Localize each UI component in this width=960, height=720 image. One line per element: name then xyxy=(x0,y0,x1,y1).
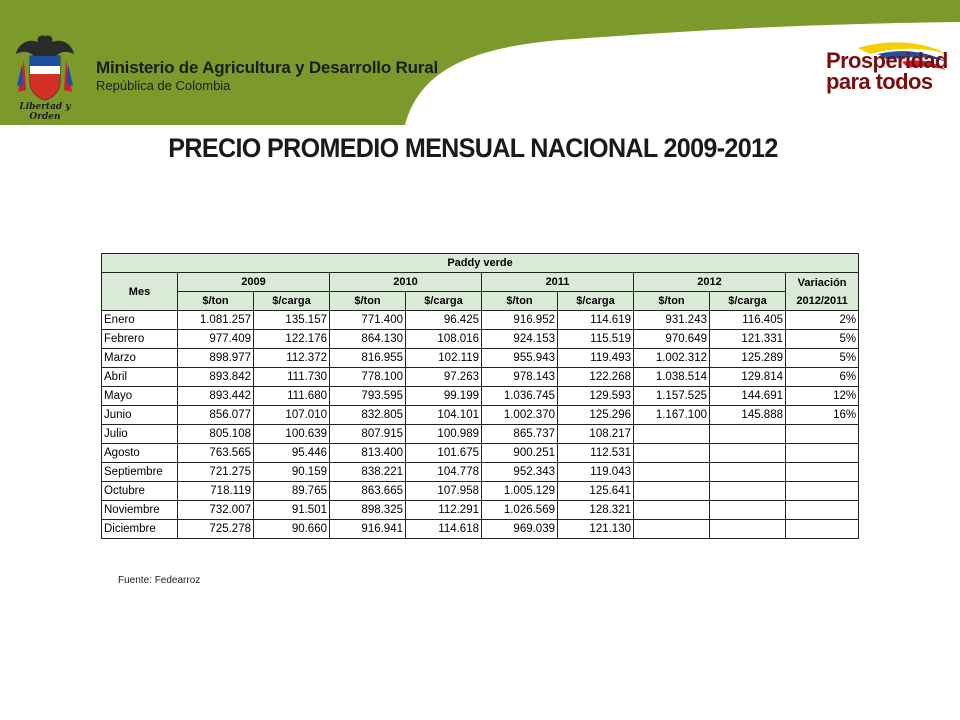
value-cell: 778.100 xyxy=(330,368,406,387)
source-note: Fuente: Fedearroz xyxy=(118,575,201,586)
prosperidad-logo xyxy=(818,40,948,110)
month-column-header: Mes xyxy=(102,273,178,311)
value-cell: 763.565 xyxy=(178,444,254,463)
value-cell: 107.958 xyxy=(406,482,482,501)
value-cell: 864.130 xyxy=(330,330,406,349)
variation-cell: 2% xyxy=(786,311,859,330)
unit-header: $/ton xyxy=(482,292,558,311)
value-cell: 100.989 xyxy=(406,425,482,444)
page-title: PRECIO PROMEDIO MENSUAL NACIONAL 2009-2012 xyxy=(168,133,778,163)
value-cell: 90.660 xyxy=(254,520,330,539)
header-band xyxy=(0,0,960,125)
value-cell: 129.593 xyxy=(558,387,634,406)
unit-header: $/carga xyxy=(406,292,482,311)
value-cell: 108.016 xyxy=(406,330,482,349)
value-cell: 970.649 xyxy=(634,330,710,349)
value-cell: 816.955 xyxy=(330,349,406,368)
table-body xyxy=(102,311,859,539)
value-cell: 116.405 xyxy=(710,311,786,330)
unit-header: $/carga xyxy=(254,292,330,311)
variation-cell: 6% xyxy=(786,368,859,387)
value-cell: 107.010 xyxy=(254,406,330,425)
logo-line-1: Prosperidad xyxy=(826,48,948,73)
variation-cell xyxy=(786,425,859,444)
value-cell: 125.289 xyxy=(710,349,786,368)
month-cell: Agosto xyxy=(102,444,178,463)
table-row xyxy=(102,368,859,387)
value-cell: 125.641 xyxy=(558,482,634,501)
variation-cell: 16% xyxy=(786,406,859,425)
value-cell: 135.157 xyxy=(254,311,330,330)
year-header: 2010 xyxy=(330,273,482,292)
table-row xyxy=(102,520,859,539)
value-cell: 104.101 xyxy=(406,406,482,425)
table-row xyxy=(102,311,859,330)
value-cell: 732.007 xyxy=(178,501,254,520)
value-cell xyxy=(710,444,786,463)
value-cell: 97.263 xyxy=(406,368,482,387)
value-cell: 119.043 xyxy=(558,463,634,482)
value-cell: 1.002.370 xyxy=(482,406,558,425)
value-cell: 128.321 xyxy=(558,501,634,520)
value-cell: 771.400 xyxy=(330,311,406,330)
value-cell: 122.268 xyxy=(558,368,634,387)
value-cell: 90.159 xyxy=(254,463,330,482)
value-cell: 977.409 xyxy=(178,330,254,349)
value-cell: 856.077 xyxy=(178,406,254,425)
variation-cell xyxy=(786,482,859,501)
month-cell: Noviembre xyxy=(102,501,178,520)
month-cell: Mayo xyxy=(102,387,178,406)
year-header: 2012 xyxy=(634,273,786,292)
value-cell: 952.343 xyxy=(482,463,558,482)
value-cell: 838.221 xyxy=(330,463,406,482)
value-cell: 1.005.129 xyxy=(482,482,558,501)
table-row xyxy=(102,501,859,520)
crest-caption: Libertad y Orden xyxy=(19,102,71,122)
year-header: 2011 xyxy=(482,273,634,292)
table-row xyxy=(102,482,859,501)
value-cell xyxy=(710,501,786,520)
value-cell: 121.331 xyxy=(710,330,786,349)
value-cell: 114.619 xyxy=(558,311,634,330)
value-cell: 893.842 xyxy=(178,368,254,387)
value-cell: 101.675 xyxy=(406,444,482,463)
value-cell: 1.157.525 xyxy=(634,387,710,406)
value-cell: 924.153 xyxy=(482,330,558,349)
value-cell: 121.130 xyxy=(558,520,634,539)
month-cell: Enero xyxy=(102,311,178,330)
value-cell: 144.691 xyxy=(710,387,786,406)
value-cell: 95.446 xyxy=(254,444,330,463)
value-cell xyxy=(710,463,786,482)
month-cell: Febrero xyxy=(102,330,178,349)
month-cell: Diciembre xyxy=(102,520,178,539)
unit-header: $/ton xyxy=(634,292,710,311)
value-cell: 104.778 xyxy=(406,463,482,482)
value-cell: 832.805 xyxy=(330,406,406,425)
value-cell: 1.026.569 xyxy=(482,501,558,520)
value-cell: 108.217 xyxy=(558,425,634,444)
value-cell: 111.730 xyxy=(254,368,330,387)
variation-cell xyxy=(786,520,859,539)
value-cell xyxy=(634,425,710,444)
value-cell xyxy=(634,463,710,482)
value-cell: 102.119 xyxy=(406,349,482,368)
value-cell: 893.442 xyxy=(178,387,254,406)
price-table xyxy=(101,253,859,539)
value-cell: 112.372 xyxy=(254,349,330,368)
value-cell: 793.595 xyxy=(330,387,406,406)
month-cell: Junio xyxy=(102,406,178,425)
variation-cell: 12% xyxy=(786,387,859,406)
value-cell: 1.036.745 xyxy=(482,387,558,406)
value-cell: 1.167.100 xyxy=(634,406,710,425)
value-cell: 122.176 xyxy=(254,330,330,349)
value-cell: 119.493 xyxy=(558,349,634,368)
unit-header: $/ton xyxy=(330,292,406,311)
logo-line-2: para todos xyxy=(826,69,933,94)
variation-cell: 5% xyxy=(786,330,859,349)
variation-header: Variación 2012/2011 xyxy=(786,273,859,311)
value-cell: 89.765 xyxy=(254,482,330,501)
value-cell xyxy=(634,501,710,520)
value-cell: 718.119 xyxy=(178,482,254,501)
table-row xyxy=(102,406,859,425)
value-cell: 865.737 xyxy=(482,425,558,444)
unit-header: $/carga xyxy=(558,292,634,311)
value-cell: 129.814 xyxy=(710,368,786,387)
value-cell: 863.665 xyxy=(330,482,406,501)
value-cell: 100.639 xyxy=(254,425,330,444)
table-row xyxy=(102,330,859,349)
value-cell: 99.199 xyxy=(406,387,482,406)
value-cell: 91.501 xyxy=(254,501,330,520)
variation-cell xyxy=(786,463,859,482)
month-cell: Octubre xyxy=(102,482,178,501)
value-cell: 898.325 xyxy=(330,501,406,520)
value-cell: 807.915 xyxy=(330,425,406,444)
value-cell: 813.400 xyxy=(330,444,406,463)
table-row xyxy=(102,444,859,463)
value-cell: 1.038.514 xyxy=(634,368,710,387)
value-cell: 955.943 xyxy=(482,349,558,368)
product-header: Paddy verde xyxy=(102,254,859,273)
table-row xyxy=(102,425,859,444)
month-cell: Marzo xyxy=(102,349,178,368)
value-cell xyxy=(710,482,786,501)
variation-cell xyxy=(786,501,859,520)
value-cell: 1.002.312 xyxy=(634,349,710,368)
value-cell: 916.952 xyxy=(482,311,558,330)
value-cell: 145.888 xyxy=(710,406,786,425)
value-cell: 112.531 xyxy=(558,444,634,463)
unit-header: $/ton xyxy=(178,292,254,311)
value-cell xyxy=(634,520,710,539)
month-cell: Abril xyxy=(102,368,178,387)
value-cell xyxy=(710,520,786,539)
value-cell: 721.275 xyxy=(178,463,254,482)
ministry-subtitle: República de Colombia xyxy=(96,78,231,93)
value-cell xyxy=(634,482,710,501)
value-cell: 900.251 xyxy=(482,444,558,463)
value-cell: 805.108 xyxy=(178,425,254,444)
year-header: 2009 xyxy=(178,273,330,292)
month-cell: Julio xyxy=(102,425,178,444)
table-row xyxy=(102,463,859,482)
value-cell: 1.081.257 xyxy=(178,311,254,330)
value-cell: 111.680 xyxy=(254,387,330,406)
value-cell: 114.618 xyxy=(406,520,482,539)
variation-cell: 5% xyxy=(786,349,859,368)
variation-cell xyxy=(786,444,859,463)
table-row xyxy=(102,387,859,406)
value-cell: 978.143 xyxy=(482,368,558,387)
value-cell: 898.977 xyxy=(178,349,254,368)
value-cell: 916.941 xyxy=(330,520,406,539)
value-cell: 112.291 xyxy=(406,501,482,520)
value-cell xyxy=(634,444,710,463)
value-cell: 115.519 xyxy=(558,330,634,349)
value-cell: 125.296 xyxy=(558,406,634,425)
table-row xyxy=(102,349,859,368)
unit-header: $/carga xyxy=(710,292,786,311)
value-cell: 96.425 xyxy=(406,311,482,330)
value-cell: 931.243 xyxy=(634,311,710,330)
value-cell: 969.039 xyxy=(482,520,558,539)
ministry-name: Ministerio de Agricultura y Desarrollo Rural xyxy=(96,58,438,77)
value-cell xyxy=(710,425,786,444)
value-cell: 725.278 xyxy=(178,520,254,539)
month-cell: Septiembre xyxy=(102,463,178,482)
